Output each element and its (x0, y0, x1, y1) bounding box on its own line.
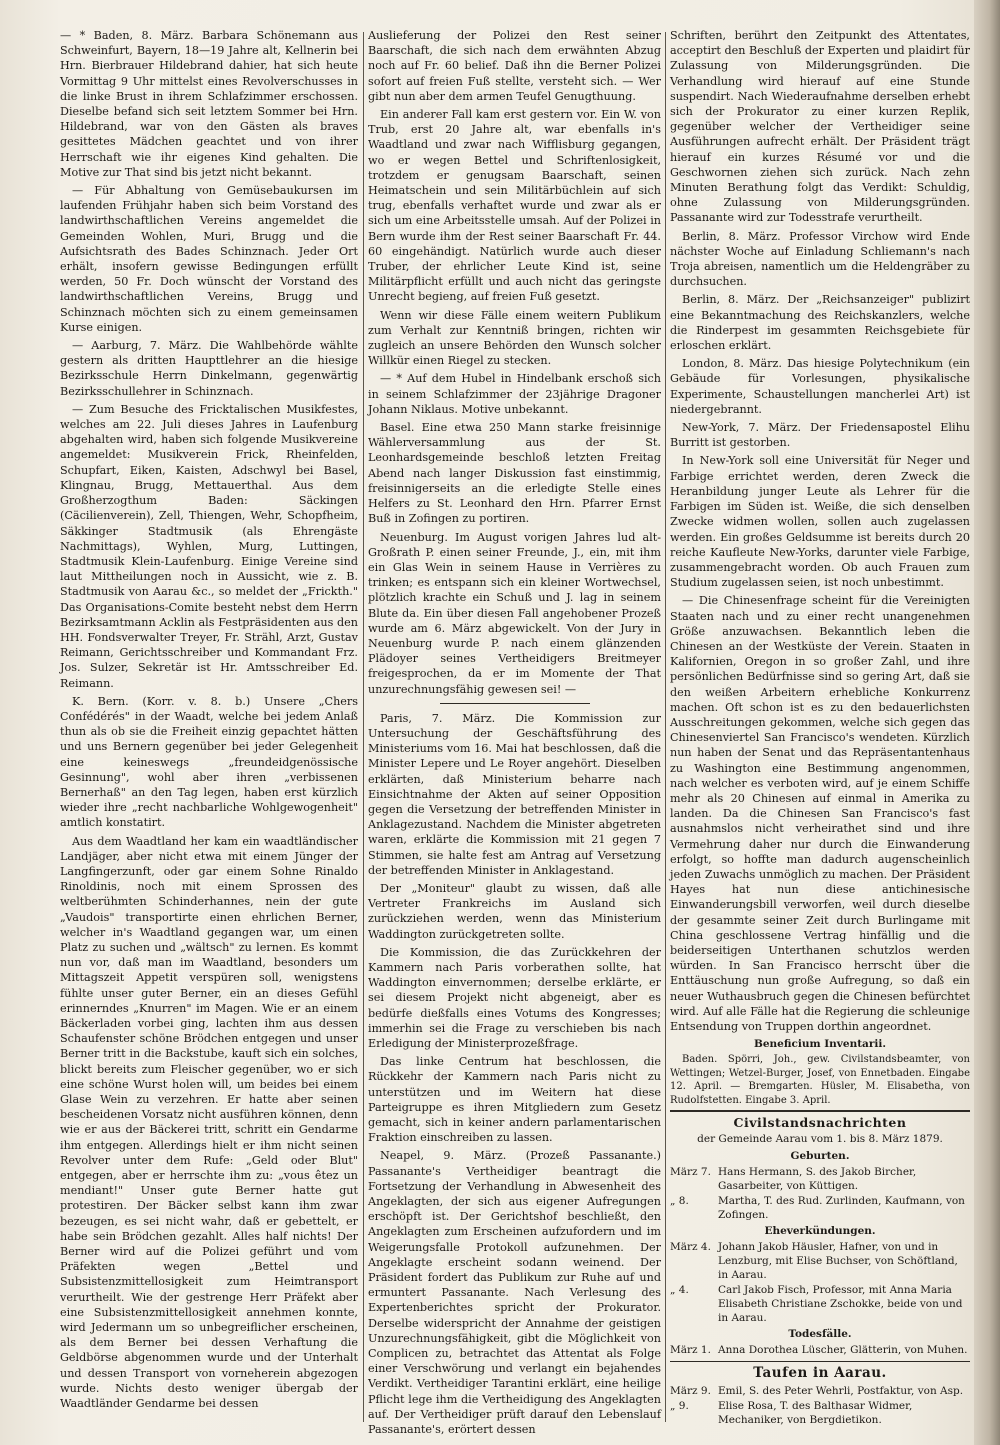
article-basel: Basel. Eine etwa 250 Mann starke freisinnige Wählerversammlung aus der St. Leonhardsgemeinde beschloß letzten Freitag Abend nach langer Diskussion fast einstimmig, freisinnigerseits an die erledigte Stelle eines Helfers zu St. Leonhard den Hrn. Pfarrer Ernst Buß in Zofingen zu portiren. (368, 421, 661, 526)
list-item: März 7. Hans Hermann, S. des Jakob Bircher, Gasarbeiter, von Küttigen. (670, 1166, 917, 1193)
column-2 (368, 28, 661, 1437)
article-chinesenfrage: — Die Chinesenfrage scheint für die Vereinigten Staaten nach und zu einer recht unangenehmen Größe anzuwachsen. Bekanntlich leben die Chinesen an der Westküste der Verein. Staaten in Kalifornien, Oregon in so großer Zahl, und ihre persönlichen Bedürfnisse sind so gering Art, daß sie den weißen Arbeitern erhebliche Konkurrenz machen. Oft schon ist es zu den bedauerlichsten Ausschreitungen gekommen, welche sich gegen das Chinesenviertel San Francisco's wendeten. Kürzlich nun haben der Senat und das Repräsentantenhaus zu Washington eine Bestimmung angenommen, nach welcher es verboten wird, auf je einem Schiffe mehr als 20 Chinesen auf einmal in Amerika zu landen. Da die Chinesen San Francisco's fast ausnahmslos nicht verheirathet sind und ihre Vermehrung daher nur durch die Einwanderung erfolgt, so hoffte man dadurch augenscheinlich jeden Zuwachs unmöglich zu machen. Der Präsident Hayes hat nun diese antichinesische Einwanderungsbill verworfen, weil durch dieselbe der gesammte seiner Zeit durch Burlingame mit China geschlossene Vertrag hinfällig und die beiderseitigen Unterthanen schutzlos werden würden. In San Francisco herrscht über die Enttäuschung nun große Aufregung, so daß ein neuer Wuthausbruch gegen die Chinesen befürchtet wird. Auf alle Fälle hat die Regierung die schleunige Entsendung von Truppen dorthin angeordnet. (670, 594, 970, 1033)
civilstand-heading: Civilstandsnachrichten (733, 1115, 907, 1131)
section-divider (670, 1361, 970, 1362)
deaths-list (670, 1343, 970, 1357)
list-item: März 1. Anna Dorothea Lüscher, Glätterin, von Muhen. (670, 1344, 968, 1357)
baptisms-list (670, 1384, 970, 1427)
article-kommission: Die Kommission, die das Zurückkehren der Kammern nach Paris vorberathen sollte, hat Waddington einvernommen; derselbe erklärte, er sei diesem Projekt nicht abgeneigt, aber es bedürfe dießfalls eines Votums des Kongresses; immerhin sei die Frage zu verschieben bis nach Erledigung der Ministerprozeßfrage. (368, 945, 661, 1050)
article-aarburg: — Aarburg, 7. März. Die Wahlbehörde wählte gestern als dritten Haupttlehrer an die hiesige Bezirksschule Herrn Dinkelmann, gegenwärtig Bezirksschullehrer in Schinznach. (60, 339, 358, 398)
list-item: „ 8. Martha, T. des Rud. Zurlinden, Kaufmann, von Zofingen. (670, 1195, 965, 1222)
article-gemuesebaukurse: — Für Abhaltung von Gemüsebaukursen im laufenden Frühjahr haben sich beim Vorstand des landwirthschaftlichen Vereins angemeldet die Gemeinden Wohlen, Muri, Brugg und die Aufsichtsrath des Bades Schinznach. Jeder Ort erhält, insofern gewisse Bedingungen erfüllt werden, 50 Fr. Doch wünscht der Vorstand des landwirthschaftlichen Vereins, Brugg und Schinznach möchten sich zu einem gemeinsamen Kurse einigen. (60, 184, 358, 334)
article-bern-cont: Auslieferung der Polizei den Rest seiner Baarschaft, die sich nach dem erwähnten Abzug noch auf Fr. 60 belief. Daß ihn die Berner Polizei sofort auf freien Fuß stellte, versteht sich. — Wer gibt nun aber dem armen Teufel Genugthuung. (368, 29, 661, 103)
marriages-list (670, 1240, 970, 1325)
article-trub: Ein anderer Fall kam erst gestern vor. Ein W. von Trub, erst 20 Jahre alt, war ebenfalls in's Waadtland und zwar nach Wifflisburg gegangen, wo er wegen Bettel und Schriftenlosigkeit, trotzdem er genugsam Baarschaft, seinen Heimatschein und sein Militärbüchlein auf sich trug, ebenfalls verhaftet wurde und zwar als er sich um eine Arbeitsstelle umsah. Auf der Polizei in Bern wurde ihm der Rest seiner Baarschaft Fr. 44. 60 eingehändigt. Natürlich wurde auch dieser Truber, der ehrlicher Leute Kind ist, seine Militärpflicht erfüllt und auch nicht das geringste Unrecht begieng, auf freien Fuß gesetzt. (368, 108, 661, 304)
list-item: „ 9. Elise Rosa, T. des Balthasar Widmer, Mechaniker, von Bergdietikon. (670, 1399, 913, 1426)
article-new-york-university: In New-York soll eine Universität für Neger und Farbige errichtet werden, deren Zweck die Heranbildung junger Leute als Lehrer für die Farbigen im Süden ist. Weiße, die sich denselben Zwecke widmen wollen, sollen auch zugelassen werden. Ein großes Geldsumme ist bereits durch 20 reiche Kaufleute New-Yorks, darunter viele Farbige, zusammengebracht worden. Ob auch Frauen zum Studium zugelassen seien, ist noch unbestimmt. (670, 454, 970, 590)
article-neapel-cont: Schriften, berührt den Zeitpunkt des Attentates, acceptirt den Beschluß der Experten und plaidirt für Zulassung von Milderungsgründen. Die Verhandlung wird hierauf auf eine Stunde suspendirt. Nach Wiederaufnahme derselben erhebt sich der Prokurator zu einer kurzen Replik, gegenüber welcher der Vertheidiger seine Ausführungen aufrecht erhält. Der Präsident trägt hierauf ein kurzes Résumé vor und die Geschwornen ziehen sich zurück. Nach zehn Minuten Berathung folgt das Verdikt: Schuldig, ohne Zulassung von Milderungsgründen. Passanante wird zur Todesstrafe verurtheilt. (670, 29, 970, 225)
list-item: „ 4. Carl Jakob Fisch, Professor, mit Anna Maria Elisabeth Christiane Zschokke, beide von und in Aarau. (670, 1284, 963, 1325)
beneficium-heading: Beneficium Inventarii. (753, 1038, 887, 1051)
page-binding-edge (974, 0, 1000, 1445)
column-1 (60, 28, 358, 1420)
births-list (670, 1165, 970, 1222)
deaths-heading: Todesfälle. (788, 1328, 852, 1341)
article-neuenburg: Neuenburg. Im August vorigen Jahres lud alt-Großrath P. einen seiner Freunde, J., ein, mit ihm ein Glas Wein in seinem Hause in Verrières zu trinken; es entspann sich ein kleiner Wortwechsel, plötzlich krachte ein Schuß und J. lag in seinem Blute da. Ein über diesen Fall angehobener Prozeß wurde am 6. März abgewickelt. Von der Jury in Neuenburg wurde P. nach einem glänzenden Plädoyer seines Vertheidigers Breitmeyer freigesprochen, da er im Momente der That unzurechnungsfähig gewesen sei! — (368, 530, 661, 696)
marriages-heading: Eheverkündungen. (764, 1225, 876, 1238)
article-centrum: Das linke Centrum hat beschlossen, die Rückkehr der Kammern nach Paris nicht zu unterstützen und im Weitern hat diese Parteigruppe es ihren Mitgliedern zum Gesetz gemacht, sich in keiner andern parlamentarischen Fraktion einschreiben zu lassen. (368, 1055, 661, 1145)
baptisms-heading: Taufen in Aarau. (753, 1365, 887, 1382)
beneficium-text: Baden. Spörri, Joh., gew. Civilstandsbeamter, von Wettingen; Wetzel-Burger, Josef, von Ennetbaden. Eingabe 12. April. — Bremgarten. Hüsler, M. Elisabetha, von Rudolfstetten. Eingabe 3. April. (670, 1054, 970, 1106)
civilstand-subheading: der Gemeinde Aarau vom 1. bis 8. März 1879. (697, 1132, 943, 1145)
section-divider (440, 703, 590, 704)
article-baden-suicide: — * Baden, 8. März. Barbara Schönemann aus Schweinfurt, Bayern, 18—19 Jahre alt, Kellnerin bei Hrn. Bierbrauer Hildebrand dahier, hat sich heute Vormittag 9 Uhr mittelst eines Revolverschusses in die linke Brust in ihrem Schlafzimmer erschossen. Dieselbe befand sich seit letztem Sommer bei Hrn. Hildebrand, war von den Gästen als braves gesittetes Mädchen geachtet und von ihrer Herrschaft wie ihr eigenes Kind gehalten. Die Motive zur That sind bis jetzt nicht bekannt. (60, 29, 358, 179)
article-musikfest: — Zum Besuche des Fricktalischen Musikfestes, welches am 22. Juli dieses Jahres in Laufenburg abgehalten wird, haben sich folgende Musikvereine angemeldet: Musikverein Frick, Rheinfelden, Schupfart, Eiken, Kaisten, Adschwyl bei Basel, Klingnau, Brugg, Mettauerthal. Aus dem Großherzogthum Baden: Säckingen (Cäcilienverein), Zell, Thiengen, Wehr, Schopfheim, Säkkinger Stadtmusik (als Ehrengäste Nachmittags), Wyhlen, Murg, Luttingen, Stadtmusik Klein-Laufenburg. Einige Vereine sind laut Mittheilungen noch in Aussicht, wie z. B. Stadtmusik von Aarau &c., so meldet der „Frickth." Das Organisations-Comite besteht nebst dem Herrn Bezirksamtmann Acklin als Festpräsidenten aus den HH. Fondsverwalter Treyer, Fr. Strähl, Arzt, Gustav Reimann, Gerichtsschreiber und Kommandant Frz. Jos. Sulzer, Sekretär ist Hr. Amtsschreiber Ed. Reimann. (60, 402, 358, 690)
list-item: März 4. Johann Jakob Häusler, Hafner, von und in Lenzburg, mit Elise Buchser, von Schöftland, in Aarau. (670, 1241, 958, 1282)
article-london: London, 8. März. Das hiesige Polytechnikum (ein Gebäude für Vorlesungen, physikalische Experimente, Schaustellungen mancherlei Art) ist niedergebrannt. (670, 357, 970, 416)
article-neapel: Neapel, 9. März. (Prozeß Passanante.) Passanante's Vertheidiger beantragt die Fortsetzung der Verhandlung in Abwesenheit des Angeklagten, der sich aus eigener Aufregungen erschöpft ist. Der Gerichtshof beschließt, den Angeklagten zum Erscheinen aufzufordern und im Weigerungsfalle Protokoll aufzunehmen. Der Angeklagte erscheint sodann weinend. Der Präsident fordert das Publikum zur Ruhe auf und ermuntert Passanante. Nach Verlesung des Expertenberichtes spricht der Prokurator. Derselbe widerspricht der Annahme der geistigen Unzurechnungsfähigkeit, gibt die Möglichkeit von Complicen zu, betrachtet das Attentat als Folge einer Verschwörung und verlangt ein bejahendes Verdikt. Vertheidiger Tarantini erklärt, eine heilige Pflicht lege ihm die Vertheidigung des Angeklagten auf. Der Vertheidiger prüft darauf den Lebenslauf Passanante's, erörtert dessen (368, 1149, 661, 1437)
article-hindelbank: — * Auf dem Hubel in Hindelbank erschoß sich in seinem Schlafzimmer der 23jährige Dragoner Johann Niklaus. Motive unbekannt. (368, 372, 661, 416)
column-rule (665, 32, 666, 1422)
article-new-york-burritt: New-York, 7. März. Der Friedensapostel Elihu Burritt ist gestorben. (670, 421, 970, 450)
column-3 (670, 28, 970, 1426)
births-heading: Geburten. (790, 1149, 850, 1162)
article-paris: Paris, 7. März. Die Kommission zur Untersuchung der Geschäftsführung des Ministeriums vom 16. Mai hat beschlossen, daß die Minister Lepere und Le Royer angehört. Dieselben erklärten, daß Ministerium beharre nach Einsichtnahme der Akten auf seiner Opposition gegen die Versetzung der betreffenden Minister in Anklagezustand. Nachdem die Minister abgetreten waren, erklärte die Kommission mit 21 gegen 7 Stimmen, sie halte fest am Antrag auf Versetzung der betreffenden Minister in Anklagestand. (368, 711, 661, 877)
column-rule (363, 32, 364, 1422)
article-publikum: Wenn wir diese Fälle einem weitern Publikum zum Verhalt zur Kenntniß bringen, richten wir zugleich an unsere Behörden den Wunsch solcher Willkür einen Riegel zu stecken. (368, 308, 661, 368)
article-berlin-reichsanzeiger: Berlin, 8. März. Der „Reichsanzeiger" publizirt eine Bekanntmachung des Reichskanzlers, welche die Rinderpest im gesammten Reichsgebiete für erloschen erklärt. (670, 293, 970, 353)
section-divider (670, 1110, 970, 1112)
article-bern-waadt: K. Bern. (Korr. v. 8. b.) Unsere „Chers Confédérés" in der Waadt, welche bei jedem Anlaß thun als ob sie die Freiheit einzig gepachtet hätten und uns Bernern gegenüber bei jeder Gelegenheit eine keineswegs „freundeidgenössische Gesinnung", wohl aber ihren „verbissenen Bernerhaß" an den Tag legen, haben erst kürzlich wieder ihre „recht nachbarliche Wohlgewogenheit" amtlich konstatirt. (60, 694, 358, 830)
article-berlin-virchow: Berlin, 8. März. Professor Virchow wird Ende nächster Woche auf Einladung Schliemann's nach Troja abreisen, namentlich um die Heldengräber zu durchsuchen. (670, 229, 970, 289)
list-item: März 9. Emil, S. des Peter Wehrli, Postfaktur, von Asp. (670, 1384, 964, 1397)
article-moniteur: Der „Moniteur" glaubt zu wissen, daß alle Vertreter Frankreichs im Ausland sich zurückziehen werden, wenn das Ministerium Waddington zurückgetreten sollte. (368, 881, 661, 941)
article-bern-waadt-cont: Aus dem Waadtland her kam ein waadtländischer Landjäger, aber nicht etwa mit einem Jünger der Langfingerzunft, oder gar einem Sohne Rinaldo Rinoldinis, noch mit einem Sprossen des weltberühmten Schinderhannes, nein der gute „Vaudois" transportirte einen ehrlichen Berner, welcher in's Waadtland gegangen war, um einen Platz zu suchen und „wältsch" zu lernen. Es kommt nun vor, daß man im Waadtland, besonders um Mittagszeit Appetit verspüren soll, wenigstens fühlte unser guter Berner, ein an dieses Gefühl erinnerndes „Knurren" im Magen. Wie er an einem Bäckerladen vorbei ging, lachten ihm aus dessen Schaufenster schöne Brödchen entgegen und unser Berner tritt in die Backstube, kauft sich ein solches, blickt bereits zum Fleischer gegenüber, wo er sich eine schöne Wurst holen will, um beides bei einem Glase Wein zu verzehren. Er hatte aber seinen bescheidenen Vorsatz nicht ausführen können, denn wie er aus der Bäckerei tritt, schritt ein Gendarme ihm entgegen. Allerdings hielt er ihm nicht seinen Revolver unter dem Rufe: „Geld oder Blut" entgegen, aber er herrschte ihm zu: „vous êtez un mendiant!" Unser gute Berner hatte gut protestiren. Der Bäcker selbst kann ihm zwar bezeugen, es sei nicht wahr, daß er gebettelt, er habe sein Brödchen gezahlt. Alles half nichts! Der Berner wird auf die Polizei geführt und vom Präfekten wegen „Bettel und Subsistenzmittellosigkeit zum Heimtransport verurtheilt. Wie der gestrenge Herr Präfekt aber eine Subsistenzmittellosigkeit annehmen konnte, wird Jedermann um so unbegreiflicher erscheinen, als dem Berner bei dessen Verhaftung die Geldbörse abgenommen wurde und der Unterhalt und dessen Transport von vorneherein abgezogen wurde. Nichts desto weniger übergab der Waadtländer Gendarme bei dessen (60, 834, 358, 1411)
